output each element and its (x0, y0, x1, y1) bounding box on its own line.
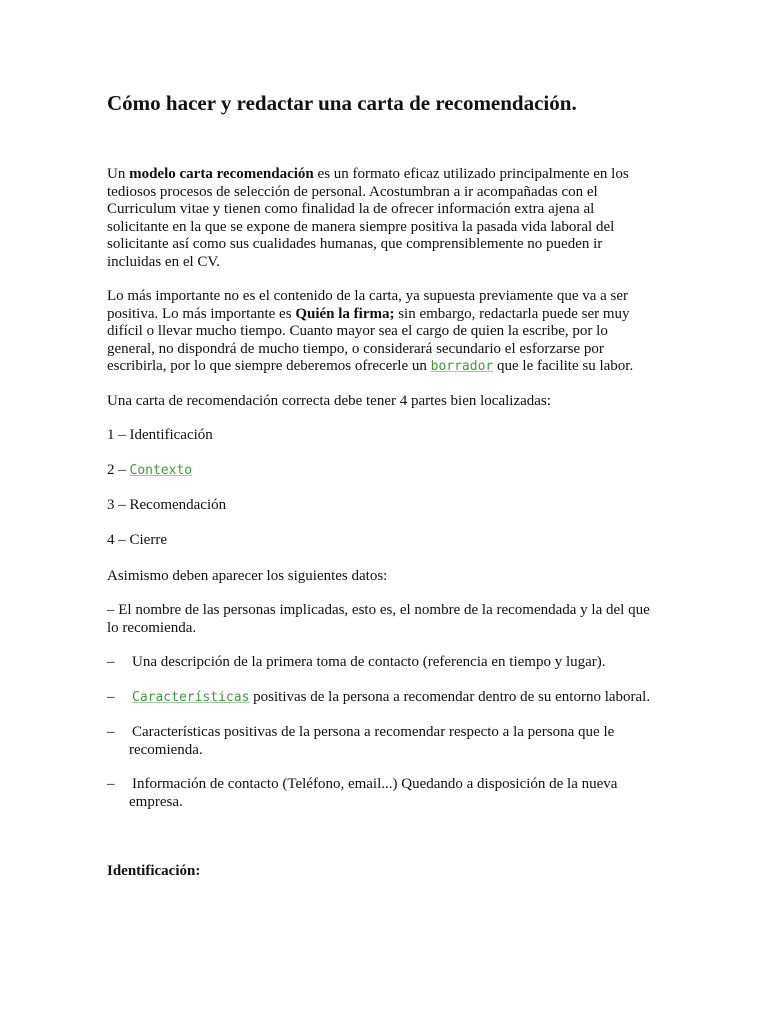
intro-paragraph: Un modelo carta recomendación es un formato eficaz utilizado principalmente en los tediosos procesos de selección de personal. Acostumbran a ir acompañadas con el Curriculum vitae y tienen como finalidad la de ofrecer información extra ajena al solicitante en la que se expone de manera siempre positiva la pasada vida laboral del solicitante así como sus cualidades humanas, que comprensiblemente no pueden ir incluidas en el CV. (107, 166, 629, 270)
section-heading-identificacion: Identificación: (107, 863, 201, 879)
part-1: 1 – Identificación (107, 427, 213, 443)
bullet-dash: – (107, 654, 115, 670)
intro-bold-term: modelo carta recomendación (129, 166, 314, 182)
importance-paragraph: Lo más importante no es el contenido de la carta, ya supuesta previamente que va a ser positiva. Lo más importante es Quién la firma; sin embargo, redactarla puede ser muy difícil o llevar mucho tiempo. Cuanto mayor sea el cargo de quien la escribe, por lo general, no dispondrá de mucho tiempo, o considerará secundario el esforzarse por escribirla, por lo que siempre deberemos ofrecerle un borrador que le facilite su labor. (107, 288, 634, 374)
data-intro: Asimismo deben aparecer los siguientes datos: (107, 568, 388, 584)
parts-intro: Una carta de recomendación correcta debe tener 4 partes bien localizadas: (107, 393, 551, 409)
part-2: 2 – Contexto (107, 462, 193, 478)
importance-bold-term: Quién la firma; (295, 305, 395, 322)
bullet-dash: – (107, 776, 115, 792)
bullet-dash: – (107, 724, 115, 740)
borrador-link[interactable]: borrador (430, 359, 494, 374)
caracteristicas-link[interactable]: Características (132, 690, 250, 705)
part-4: 4 – Cierre (107, 532, 167, 548)
document-title: Cómo hacer y redactar una carta de recomendación. (107, 91, 577, 115)
data-first-item: – El nombre de las personas implicadas, esto es, el nombre de la recomendada y la del que lo recomienda. (107, 602, 650, 636)
part-3: 3 – Recomendación (107, 497, 227, 513)
contexto-link[interactable]: Contexto (129, 463, 193, 478)
bullet-dash: – (107, 689, 115, 705)
